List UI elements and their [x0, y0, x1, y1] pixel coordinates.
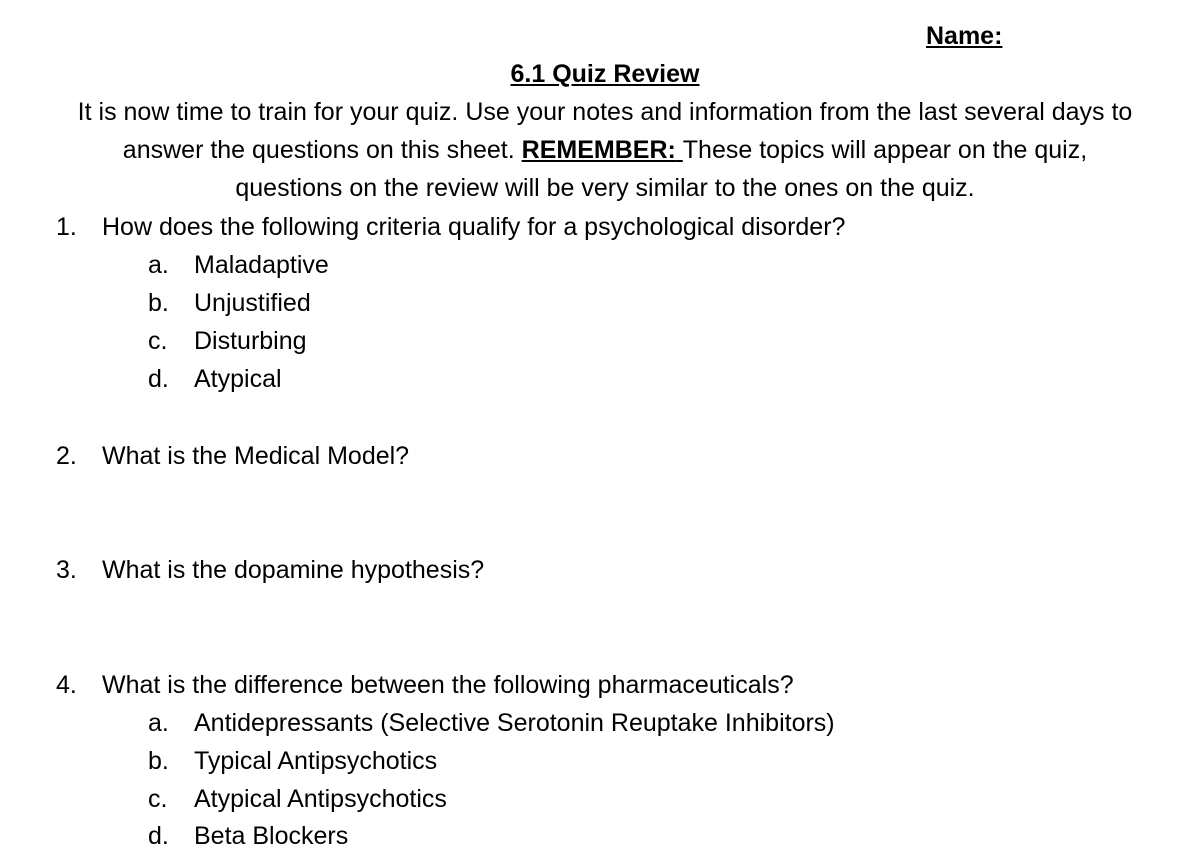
question-4-item-d-letter: d. [148, 822, 169, 850]
question-4-item-c-text: Atypical Antipsychotics [194, 785, 447, 813]
page-title: 6.1 Quiz Review [510, 60, 700, 88]
question-1-item-a-text: Maladaptive [194, 251, 329, 279]
question-1-item-a-letter: a. [148, 251, 169, 279]
question-1-item-b-text: Unjustified [194, 289, 311, 317]
question-1-text: How does the following criteria qualify for a psychological disorder? [102, 213, 846, 241]
question-4-text: What is the difference between the following pharmaceuticals? [102, 671, 794, 699]
intro-line-2 [0, 136, 1198, 165]
question-4-item-a-letter: a. [148, 709, 169, 737]
remember-label: REMEMBER: [521, 136, 676, 164]
question-4-item-c-letter: c. [148, 785, 168, 813]
question-4-item-a-text: Antidepressants (Selective Serotonin Reuptake Inhibitors) [194, 709, 835, 737]
intro-line-3: questions on the review will be very similar to the ones on the quiz. [235, 174, 975, 202]
question-2-number: 2. [56, 442, 77, 470]
remember-underline-space [676, 136, 683, 164]
question-1-item-c-letter: c. [148, 327, 168, 355]
intro-line-1: It is now time to train for your quiz. Use your notes and information from the last several days to [77, 98, 1133, 126]
question-1-item-d-letter: d. [148, 365, 169, 393]
intro-line-2-end: These topics will appear on the quiz, [682, 136, 1088, 164]
question-1-item-c-text: Disturbing [194, 327, 307, 355]
intro-line-2-start: answer the questions on this sheet. [122, 136, 522, 164]
question-4-item-b-text: Typical Antipsychotics [194, 747, 438, 775]
question-3-text: What is the dopamine hypothesis? [102, 556, 485, 584]
question-4-item-d-text: Beta Blockers [194, 822, 349, 850]
question-1-item-d-text: Atypical [194, 365, 282, 393]
question-3-number: 3. [56, 556, 77, 584]
question-1-number: 1. [56, 213, 77, 241]
question-1-item-b-letter: b. [148, 289, 169, 317]
question-4-item-b-letter: b. [148, 747, 169, 775]
name-label: Name: [926, 22, 1003, 50]
question-2-text: What is the Medical Model? [102, 442, 410, 470]
question-4-number: 4. [56, 671, 77, 699]
